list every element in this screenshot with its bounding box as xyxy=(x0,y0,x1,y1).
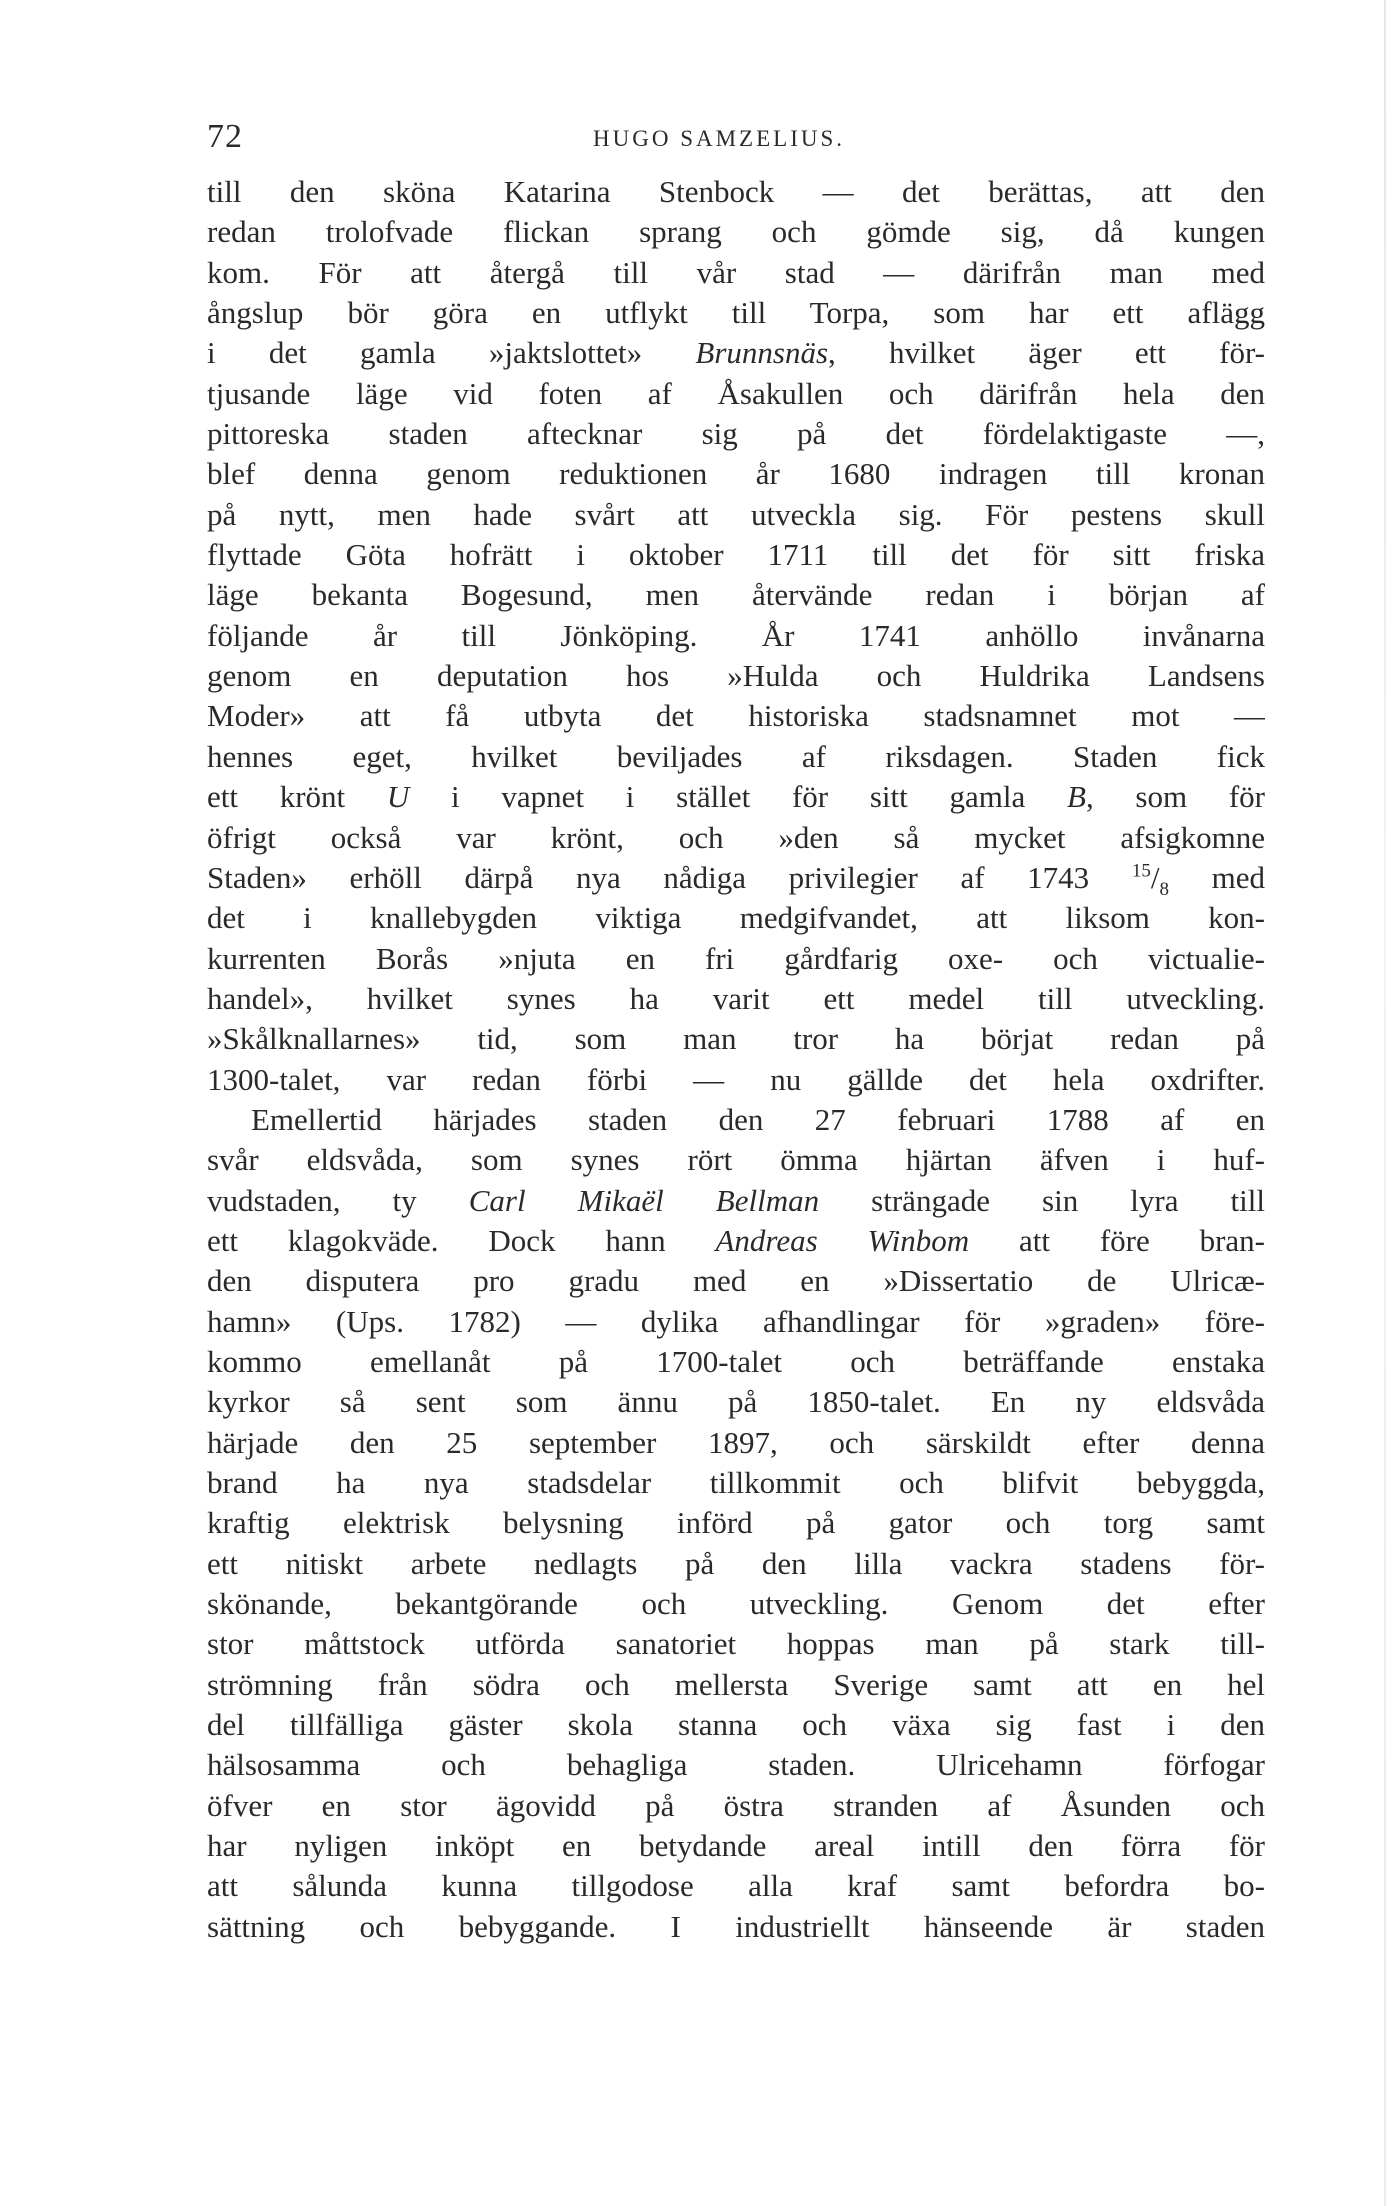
text-line: den disputera pro gradu med en »Dissertatio de Ulricæ- xyxy=(207,1263,1265,1299)
text-line: 1300-talet, var redan förbi — nu gällde det hela oxdrifter. xyxy=(207,1061,1265,1097)
text-line: handel», hvilket synes ha varit ett medel till utveckling. xyxy=(207,980,1265,1016)
body-text xyxy=(207,172,1265,1947)
text-line: hamn» (Ups. 1782) — dylika afhandlingar för »graden» före- xyxy=(207,1303,1265,1339)
text-line: följande år till Jönköping. År 1741 anhöllo invånarna xyxy=(207,617,1265,653)
text-line: kom. För att återgå till vår stad — därifrån man med xyxy=(207,254,1265,290)
italic-text: B xyxy=(1067,779,1086,815)
text-line: ett nitiskt arbete nedlagts på den lilla vackra stadens för- xyxy=(207,1545,1265,1581)
page-header xyxy=(207,118,1265,158)
text-line: hennes eget, hvilket beviljades af riksdagen. Staden fick xyxy=(207,738,1265,774)
text-line: del tillfälliga gäster skola stanna och växa sig fast i den xyxy=(207,1707,1265,1743)
running-head: HUGO SAMZELIUS. xyxy=(593,126,845,151)
text-line: hälsosamma och behagliga staden. Ulricehamn förfogar xyxy=(207,1747,1265,1783)
text-line: svår eldsvåda, som synes rört ömma hjärtan äfven i huf- xyxy=(207,1142,1265,1178)
text-line: flyttade Göta hofrätt i oktober 1711 till det för sitt friska xyxy=(207,537,1265,573)
fraction-numerator: 15 xyxy=(1131,860,1151,882)
text-line: kyrkor så sent som ännu på 1850-talet. En ny eldsvåda xyxy=(207,1384,1265,1420)
fraction-denominator: 8 xyxy=(1159,879,1169,899)
paragraph xyxy=(207,172,1265,1100)
text-line: pittoreska staden aftecknar sig på det fördelaktigaste —, xyxy=(207,416,1265,452)
page-number: 72 xyxy=(207,118,243,155)
text-line: öfver en stor ägovidd på östra stranden af Åsunden och xyxy=(207,1787,1265,1823)
italic-text: U xyxy=(386,779,410,815)
text-line: brand ha nya stadsdelar tillkommit och blifvit bebyggda, xyxy=(207,1465,1265,1500)
text-line: tjusande läge vid foten af Åsakullen och därifrån hela den xyxy=(207,375,1265,411)
text-line: på nytt, men hade svårt att utveckla sig. För pestens skull xyxy=(207,496,1265,532)
text-line: till den sköna Katarina Stenbock — det berättas, att den xyxy=(207,174,1265,209)
text-line: vudstaden, ty Carl Mikaël Bellman strängade sin lyra till xyxy=(207,1182,1265,1218)
text-line: redan trolofvade flickan sprang och gömde sig, då kungen xyxy=(207,214,1265,250)
text-line: i det gamla »jaktslottet» Brunnsnäs, hvilket äger ett för- xyxy=(207,335,1265,371)
italic-text: Andreas Winbom xyxy=(715,1222,970,1258)
text-line: att sålunda kunna tillgodose alla kraf samt befordra bo- xyxy=(207,1868,1265,1904)
text-line: kraftig elektrisk belysning införd på gator och torg samt xyxy=(207,1505,1265,1541)
text-line: kurrenten Borås »njuta en fri gårdfarig oxe- och victualie- xyxy=(207,940,1265,976)
text-line: stor måttstock utförda sanatoriet hoppas man på stark till- xyxy=(207,1626,1265,1662)
text-line: »Skålknallarnes» tid, som man tror ha börjat redan på xyxy=(207,1021,1265,1057)
text-line: ett krönt U i vapnet i stället för sitt gamla B, som för xyxy=(207,779,1265,815)
text-line: Staden» erhöll därpå nya nådiga privilegier af 1743 $^{15}/_8$ med xyxy=(207,859,1265,899)
text-line: det i knallebygden viktiga medgifvandet, att liksom kon- xyxy=(207,900,1265,936)
text-line: ett klagokväde. Dock hann Andreas Winbom att före bran- xyxy=(207,1222,1265,1258)
text-line: sättning och bebyggande. I industriellt hänseende är staden xyxy=(207,1908,1265,1944)
text-line: genom en deputation hos »Hulda och Huldrika Landsens xyxy=(207,658,1265,694)
text-line: läge bekanta Bogesund, men återvände redan i början af xyxy=(207,577,1265,613)
page-edge xyxy=(1384,0,1386,2206)
italic-text: Brunnsnäs xyxy=(695,335,829,371)
text-line: kommo emellanåt på 1700-talet och beträffande enstaka xyxy=(207,1343,1265,1379)
text-line: blef denna genom reduktionen år 1680 indragen till kronan xyxy=(207,456,1265,492)
text-line: härjade den 25 september 1897, och särskildt efter denna xyxy=(207,1424,1265,1460)
text-line: har nyligen inköpt en betydande areal intill den förra för xyxy=(207,1828,1265,1864)
paragraph xyxy=(207,1100,1265,1947)
text-line: skönande, bekantgörande och utveckling. Genom det efter xyxy=(207,1586,1265,1622)
italic-text: Carl Mikaël Bellman xyxy=(468,1182,820,1218)
text-line: öfrigt också var krönt, och »den så mycket afsigkomne xyxy=(207,819,1265,855)
text-line: Moder» att få utbyta det historiska stadsnamnet mot — xyxy=(207,698,1265,734)
text-line: Emellertid härjades staden den 27 februari 1788 af en xyxy=(251,1101,1265,1137)
text-line: strömning från södra och mellersta Sverige samt att en hel xyxy=(207,1666,1265,1702)
text-line: ångslup bör göra en utflykt till Torpa, som har ett aflägg xyxy=(207,295,1265,331)
